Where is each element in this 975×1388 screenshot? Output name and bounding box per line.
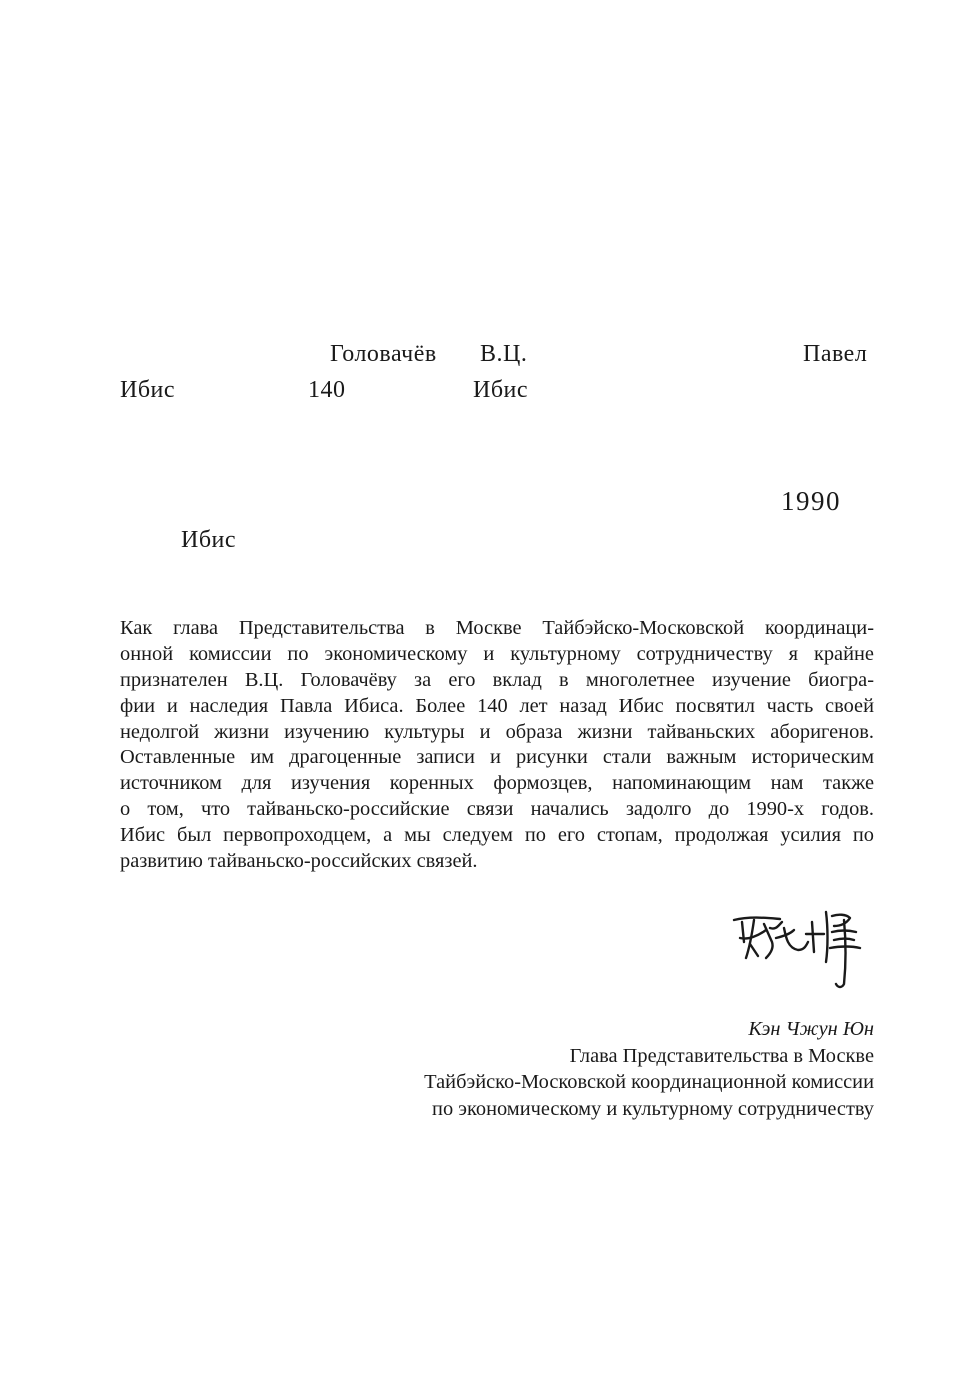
- body-line: признателен В.Ц. Головачёву за его вклад в многолетнее изучение биогра-: [120, 668, 874, 691]
- body-line: онной комиссии по экономическому и культурному сотрудничеству я крайне: [120, 642, 874, 665]
- body-line: Оставленные им драгоценные записи и рисунки стали важным историческим: [120, 746, 874, 769]
- body-line: о том, что тайваньско-российские связи начались задолго до 1990-х годов.: [120, 798, 874, 821]
- body-paragraph: [120, 616, 874, 875]
- signatory-title-line: по экономическому и культурному сотрудничеству: [432, 1097, 874, 1120]
- handwritten-signature: [728, 898, 878, 998]
- body-line: Ибис был первопроходцем, а мы следуем по его стопам, продолжая усилия по: [120, 824, 874, 847]
- fragment-golovachev: Головачёв: [330, 341, 437, 367]
- signatory-title-line: Глава Представительства в Москве: [569, 1044, 874, 1067]
- signature-block: [424, 1016, 874, 1122]
- fragment-year-1990: 1990: [781, 486, 841, 516]
- fragment-number-140: 140: [308, 377, 346, 403]
- fragment-ibis-3: Ибис: [181, 527, 237, 553]
- body-line: Как глава Представительства в Москве Тайбэйско-Московской координаци-: [120, 617, 874, 639]
- fragment-ibis-1: Ибис: [120, 377, 176, 403]
- fragment-ibis-2: Ибис: [473, 377, 529, 403]
- body-line: развитию тайваньско-российских связей.: [120, 850, 478, 873]
- fragment-pavel: Павел: [803, 341, 868, 367]
- body-line: недолгой жизни изучению культуры и образа жизни тайваньских аборигенов.: [120, 720, 874, 743]
- signatory-title-line: Тайбэйско-Московской координационной комиссии: [424, 1071, 874, 1093]
- body-line: источником для изучения коренных формозцев, напоминающим нам также: [120, 772, 874, 795]
- signatory-name: Кэн Чжун Юн: [748, 1018, 874, 1040]
- body-line: фии и наследия Павла Ибиса. Более 140 лет назад Ибис посвятил часть своей: [120, 694, 874, 717]
- fragment-initials: В.Ц.: [480, 341, 528, 367]
